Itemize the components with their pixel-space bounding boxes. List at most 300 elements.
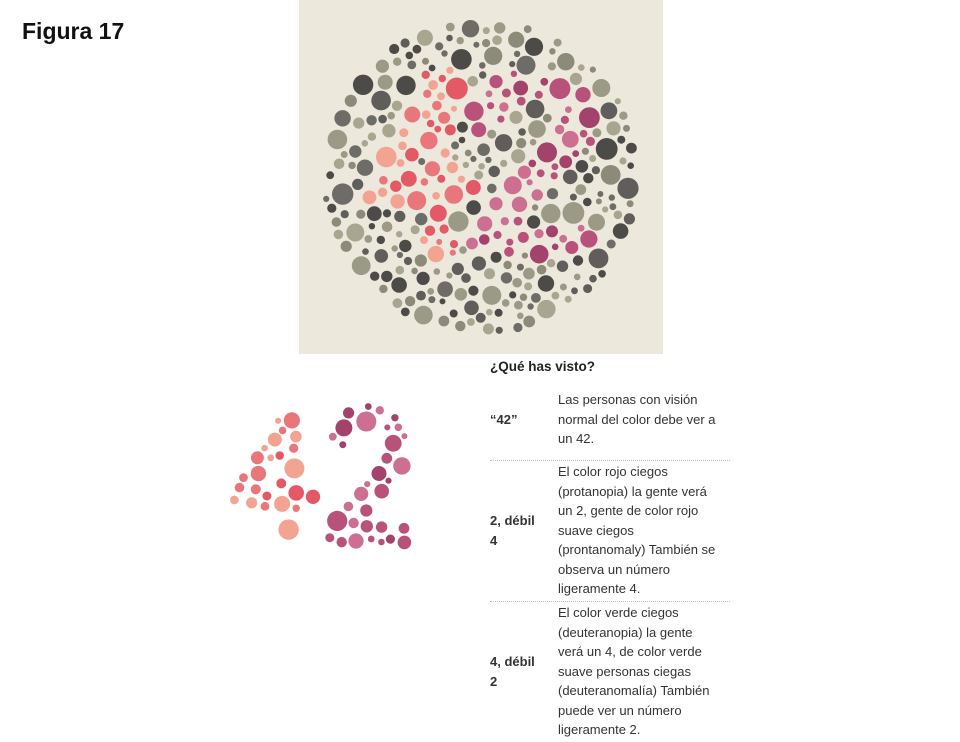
background-dot [332, 183, 353, 204]
number-dot [360, 504, 372, 516]
background-dot [349, 145, 361, 157]
number-dot [284, 458, 304, 478]
background-dot [522, 253, 528, 259]
number-dot [530, 245, 549, 264]
number-dot [275, 418, 281, 424]
number-dot [363, 191, 377, 205]
number-dot [344, 502, 354, 512]
background-dot [341, 151, 348, 158]
number-dot [348, 533, 363, 548]
number-dot [458, 176, 465, 183]
question-title: ¿Qué has visto? [490, 359, 596, 374]
answer-label [490, 511, 558, 551]
background-dot [348, 162, 355, 169]
number-dot [365, 403, 372, 410]
background-dot [570, 73, 582, 85]
background-dot [457, 122, 468, 133]
ishihara-plate [299, 0, 663, 354]
number-dot [404, 107, 420, 123]
background-dot [466, 200, 481, 215]
number-dot [440, 224, 449, 233]
number-dot [446, 67, 453, 74]
background-dot [382, 222, 393, 233]
number-dot [512, 197, 527, 212]
background-dot [578, 64, 585, 71]
background-dot [371, 91, 391, 111]
number-dot [276, 478, 286, 488]
background-dot [606, 121, 620, 135]
answer-row-2-weak-4 [490, 461, 730, 602]
background-dot [592, 128, 601, 137]
background-dot [617, 136, 625, 144]
number-dot [450, 240, 458, 248]
number-dot [428, 246, 444, 262]
description-line: normal del color debe ver a [558, 411, 716, 427]
number-dot [339, 441, 346, 448]
background-dot [523, 316, 535, 328]
background-dot [459, 137, 466, 144]
background-dot [492, 35, 502, 45]
description-line: El color verde ciegos [558, 604, 679, 620]
number-dot [405, 148, 419, 162]
number-dot [374, 484, 389, 499]
background-dot [392, 245, 398, 251]
background-dot [487, 130, 496, 139]
number-dot [420, 236, 428, 244]
number-dot [580, 130, 588, 138]
number-dot [552, 244, 559, 251]
background-dot [582, 148, 589, 155]
background-dot [484, 47, 502, 65]
background-dot [598, 270, 606, 278]
answer-text: 4, débil [490, 654, 535, 669]
number-dot [506, 239, 513, 246]
number-dot [407, 191, 426, 210]
number-dot [290, 431, 302, 443]
background-dot [341, 241, 352, 252]
background-dot [332, 217, 342, 227]
background-dot [357, 160, 373, 176]
background-dot [509, 61, 515, 67]
background-dot [387, 112, 395, 120]
number-dot [368, 536, 375, 543]
description-line: verá un 4, de color verde [558, 644, 702, 660]
background-dot [589, 275, 597, 283]
number-dot [487, 102, 494, 109]
background-dot [517, 264, 524, 271]
background-dot [509, 291, 516, 298]
background-dot [547, 188, 558, 199]
background-dot [560, 284, 567, 291]
background-dot [487, 184, 497, 194]
number-dot [565, 241, 578, 254]
answer-text: “42” [490, 412, 518, 427]
background-dot [393, 58, 401, 66]
number-dot [549, 78, 570, 99]
background-dot [334, 110, 350, 126]
background-dot [362, 140, 369, 147]
number-dot [504, 176, 522, 194]
answer-table [490, 354, 730, 742]
description-line: ligeramente 2. [558, 722, 641, 738]
background-dot [528, 120, 546, 138]
background-dot [416, 291, 426, 301]
answer-description [558, 461, 730, 601]
background-dot [601, 165, 621, 185]
description-line: (protanopia) la gente verá [558, 483, 707, 499]
background-dot [601, 102, 618, 119]
number-dot [513, 81, 528, 96]
number-dot [534, 229, 543, 238]
number-dot [399, 128, 408, 137]
background-dot [446, 272, 452, 278]
background-dot [346, 224, 364, 242]
background-dot [391, 277, 407, 293]
background-dot [552, 292, 560, 300]
number-dot [559, 235, 567, 243]
background-dot [455, 288, 468, 301]
background-dot [597, 191, 603, 197]
background-dot [396, 266, 405, 275]
background-dot [401, 38, 410, 47]
description-line: suave personas ciegas [558, 663, 691, 679]
background-dot [446, 23, 455, 32]
background-dot [491, 252, 502, 263]
number-dot [479, 234, 490, 245]
background-dot [352, 256, 371, 275]
background-dot [517, 56, 536, 75]
number-dot [399, 523, 410, 534]
number-dot [401, 433, 407, 439]
number-dot [337, 537, 347, 547]
number-dot [428, 80, 438, 90]
background-dot [513, 323, 522, 332]
number-42-dots [222, 395, 432, 555]
figure-title: Figura 17 [22, 18, 125, 44]
number-dot [390, 194, 404, 208]
background-dot [626, 143, 637, 154]
background-dot [439, 316, 450, 327]
background-dot [557, 53, 574, 70]
background-dot [615, 98, 621, 104]
background-dot [467, 318, 475, 326]
background-dot [465, 150, 472, 157]
number-dot [246, 497, 257, 508]
background-dot [537, 265, 547, 275]
description-line: El color rojo ciegos [558, 463, 668, 479]
number-dot [284, 412, 300, 428]
background-dot [415, 213, 427, 225]
background-dot [461, 273, 471, 283]
background-dot [377, 236, 385, 244]
number-dot [386, 535, 395, 544]
background-dot [413, 45, 422, 54]
number-dot [501, 217, 509, 225]
number-dot [466, 238, 478, 250]
number-dot [561, 116, 569, 124]
background-dot [441, 50, 447, 56]
number-dot [471, 122, 486, 137]
background-dot [592, 166, 600, 174]
background-dot [543, 114, 552, 123]
number-42-preview [222, 395, 432, 555]
number-dot [329, 433, 337, 441]
answer-text: 2, débil [490, 513, 535, 528]
background-dot [352, 179, 363, 190]
background-dot [583, 173, 593, 183]
number-dot [425, 161, 440, 176]
background-dot [459, 246, 467, 254]
background-dot [369, 223, 375, 229]
background-dot [334, 230, 344, 240]
number-dot [343, 407, 354, 418]
background-dot [477, 143, 490, 156]
number-dot [421, 178, 429, 186]
background-dot [411, 225, 420, 234]
background-dot [526, 100, 545, 119]
background-dot [404, 257, 412, 265]
background-dot [417, 272, 430, 285]
background-dot [627, 200, 634, 207]
number-dot [537, 142, 557, 162]
number-dot [464, 102, 483, 121]
background-dot [485, 157, 491, 163]
background-dot [376, 60, 389, 73]
background-dot [554, 39, 562, 47]
background-dot [464, 301, 479, 316]
background-dot [379, 285, 387, 293]
background-dot [326, 171, 334, 179]
answer-label [490, 410, 558, 430]
background-dot [516, 138, 526, 148]
description-line: un 2, gente de color rojo [558, 503, 699, 519]
number-dot [445, 185, 464, 204]
number-dot [289, 444, 298, 453]
answer-row-42 [490, 380, 730, 461]
background-dot [607, 240, 616, 249]
number-dot [559, 155, 572, 168]
background-dot [483, 323, 494, 334]
number-dot [535, 91, 543, 99]
background-dot [345, 95, 357, 107]
number-dot [381, 453, 392, 464]
background-dot [518, 128, 526, 136]
background-dot [399, 240, 411, 252]
number-dot [436, 239, 442, 245]
number-dot [489, 75, 502, 88]
answer-description [558, 602, 730, 742]
background-dot [462, 20, 479, 37]
number-dot [279, 427, 287, 435]
background-dot [411, 268, 418, 275]
background-dot [375, 249, 389, 263]
number-dot [427, 120, 435, 128]
number-dot [437, 92, 445, 100]
background-dot [397, 252, 403, 258]
description-line: ligeramente 4. [558, 581, 641, 597]
background-dot [415, 254, 427, 266]
background-dot [576, 160, 589, 173]
background-dot [524, 282, 532, 290]
background-dot [362, 248, 369, 255]
background-dot [596, 138, 618, 160]
number-dot [384, 424, 390, 430]
background-dot [532, 204, 538, 210]
number-dot [379, 176, 388, 185]
description-line: puede ver un número [558, 702, 682, 718]
background-dot [353, 118, 364, 129]
background-dot [370, 272, 379, 281]
background-dot [429, 65, 436, 72]
background-dot [406, 52, 414, 60]
background-dot [393, 298, 403, 308]
number-dot [580, 230, 597, 247]
description-line: Las personas con visión [558, 392, 698, 408]
background-dot [557, 261, 568, 272]
background-dot [530, 139, 537, 146]
background-dot [417, 30, 433, 46]
number-dot [288, 485, 304, 501]
background-dot [573, 255, 583, 265]
number-dot [275, 451, 284, 460]
background-dot [405, 296, 415, 306]
number-dot [532, 189, 543, 200]
background-dot [563, 170, 578, 185]
answer-row-4-weak-2 [490, 602, 730, 742]
background-dot [527, 215, 540, 228]
number-dot [391, 414, 398, 421]
background-dot [563, 202, 585, 224]
number-dot [497, 116, 504, 123]
number-dot [422, 110, 431, 119]
background-dot [589, 155, 596, 162]
background-dot [589, 249, 609, 269]
background-dot [378, 75, 393, 90]
answer-description [558, 389, 730, 451]
background-dot [451, 49, 472, 70]
background-dot [592, 79, 610, 97]
number-dot [437, 175, 445, 183]
background-dot [495, 134, 512, 151]
background-dot [623, 125, 630, 132]
number-dot [385, 435, 402, 452]
number-dot [251, 466, 266, 481]
number-dot [364, 481, 370, 487]
number-dot [385, 478, 391, 484]
background-dot [614, 211, 623, 220]
background-dot [523, 268, 535, 280]
background-dot [575, 184, 586, 195]
number-dot [466, 180, 481, 195]
background-dot [627, 162, 634, 169]
background-dot [548, 62, 556, 70]
number-dot [397, 159, 405, 167]
number-dot [517, 97, 526, 106]
background-dot [517, 313, 524, 320]
background-dot [457, 37, 464, 44]
background-dot [590, 67, 596, 73]
background-dot [428, 296, 435, 303]
background-dot [366, 115, 376, 125]
background-dot [588, 214, 605, 231]
number-dot [555, 125, 564, 134]
number-dot [376, 406, 384, 414]
number-dot [390, 181, 401, 192]
number-dot [401, 171, 417, 187]
background-dot [451, 141, 459, 149]
background-dot [537, 300, 555, 318]
number-dot [230, 496, 239, 505]
number-dot [268, 433, 282, 447]
background-dot [570, 194, 577, 201]
background-dot [368, 133, 376, 141]
description-line: un 42. [558, 431, 595, 447]
background-dot [470, 156, 476, 162]
number-dot [511, 71, 517, 77]
background-dot [483, 27, 490, 34]
background-dot [422, 58, 429, 65]
background-dot [353, 75, 373, 95]
number-dot [451, 106, 457, 112]
background-dot [514, 51, 520, 57]
number-dot [529, 160, 537, 168]
background-dot [482, 286, 501, 305]
background-dot [494, 22, 505, 33]
number-dot [432, 101, 442, 111]
background-dot [511, 149, 525, 163]
background-dot [367, 206, 382, 221]
number-dot [278, 519, 298, 539]
number-dot [499, 102, 508, 111]
background-dot [525, 38, 543, 56]
background-dot [602, 206, 608, 212]
number-dot [354, 487, 368, 501]
background-dot [468, 286, 478, 296]
background-dot [547, 259, 555, 267]
number-dot [434, 126, 441, 133]
background-dot [463, 162, 469, 168]
ishihara-plate-dots [299, 0, 663, 354]
number-dot [325, 533, 334, 542]
background-dot [434, 268, 441, 275]
background-dot [452, 154, 458, 160]
background-dot [479, 62, 486, 69]
number-dot [575, 87, 590, 102]
number-dot [537, 169, 545, 177]
number-dot [239, 473, 248, 482]
number-dot [527, 179, 533, 185]
background-dot [549, 48, 555, 54]
number-dot [504, 247, 514, 257]
background-dot [495, 309, 503, 317]
background-dot [378, 115, 387, 124]
answer-text: 2 [490, 674, 498, 689]
background-dot [392, 101, 402, 111]
number-dot [361, 520, 373, 532]
background-dot [541, 204, 560, 223]
number-dot [348, 518, 358, 528]
background-dot [334, 159, 345, 170]
description-line: (prontanomaly) También se [558, 542, 716, 558]
answer-text: 4 [490, 533, 498, 548]
number-dot [420, 132, 437, 149]
background-dot [520, 294, 527, 301]
number-dot [235, 483, 245, 493]
number-dot [430, 205, 447, 222]
background-dot [472, 256, 486, 270]
background-dot [503, 261, 511, 269]
number-dot [398, 142, 407, 151]
